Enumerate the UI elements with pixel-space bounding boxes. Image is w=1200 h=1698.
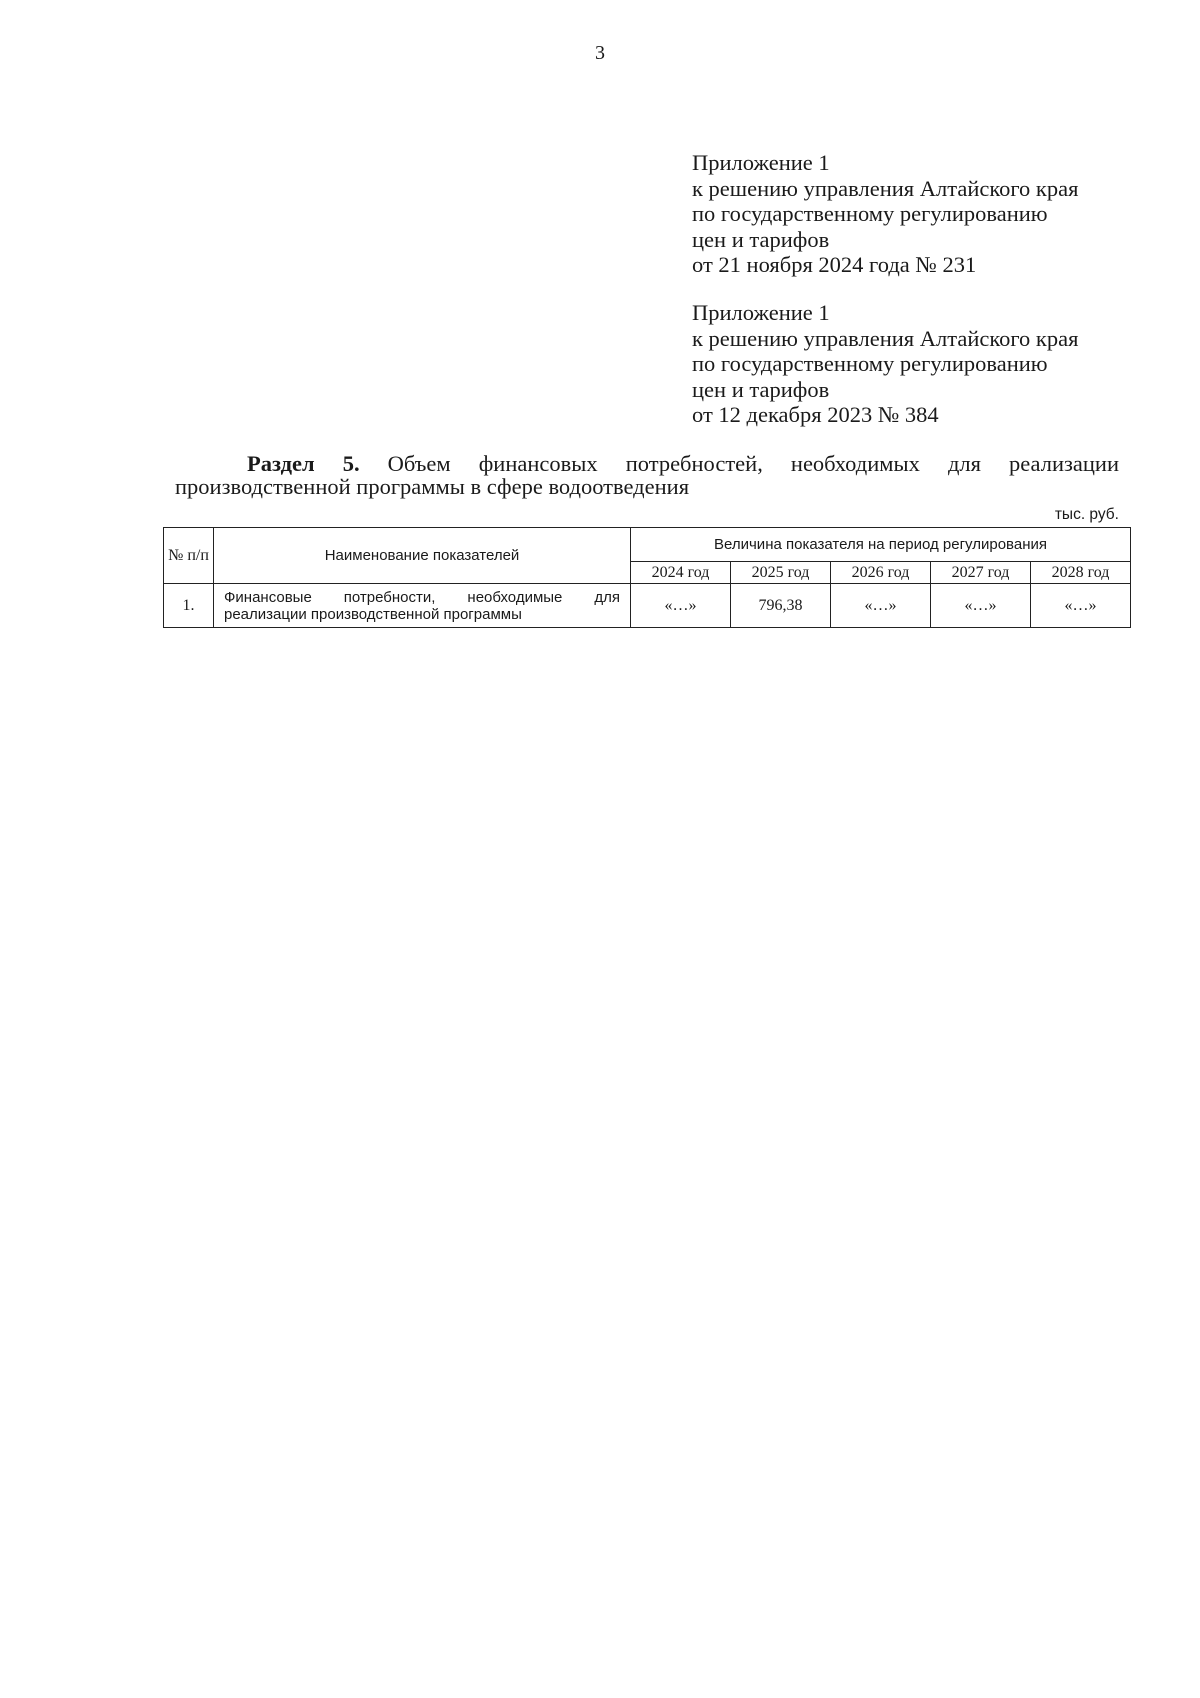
appendix-line: к решению управления Алтайского края [692,325,1079,351]
row-value: «…» [1031,584,1131,628]
section-heading [175,452,1119,498]
appendix-line: цен и тарифов [692,226,830,252]
header-year: 2026 год [831,562,931,584]
table-row [164,584,1131,628]
row-value: «…» [831,584,931,628]
section-heading-line-1 [175,452,1119,475]
appendix-line: по государственному регулированию [692,351,1048,376]
page-number: 3 [595,42,605,64]
header-year: 2027 год [931,562,1031,584]
financial-needs-table [163,527,1131,628]
appendix-line: к решению управления Алтайского края [692,175,1079,201]
section-title-part-1: Объем финансовых потребностей, необходимых для реализации [387,451,1120,476]
header-year: 2028 год [1031,562,1131,584]
appendix-line: от 12 декабря 2023 № 384 [692,402,939,427]
header-year: 2024 год [631,562,731,584]
section-title-part-2: производственной программы в сфере водоотведения [175,474,690,499]
appendix-block-old [692,300,1162,428]
appendix-line: цен и тарифов [692,376,830,402]
header-year: 2025 год [731,562,831,584]
appendix-line: Приложение 1 [692,300,830,325]
header-name: Наименование показателей [214,528,631,584]
row-name: Финансовые потребности, необходимые для реализации производственной программы [214,584,631,628]
appendix-line: по государственному регулированию [692,201,1048,226]
header-period: Величина показателя на период регулирования [631,528,1131,562]
table-header-row [164,528,1131,562]
appendix-line: Приложение 1 [692,150,830,175]
row-value: «…» [931,584,1031,628]
section-label: Раздел 5. [247,451,360,476]
row-value: 796,38 [731,584,831,628]
unit-label: тыс. руб. [1054,506,1119,523]
row-number: 1. [164,584,214,628]
header-number: № п/п [164,528,214,584]
appendix-line: от 21 ноября 2024 года № 231 [692,252,977,277]
appendix-block-new [692,150,1162,278]
row-value: «…» [631,584,731,628]
